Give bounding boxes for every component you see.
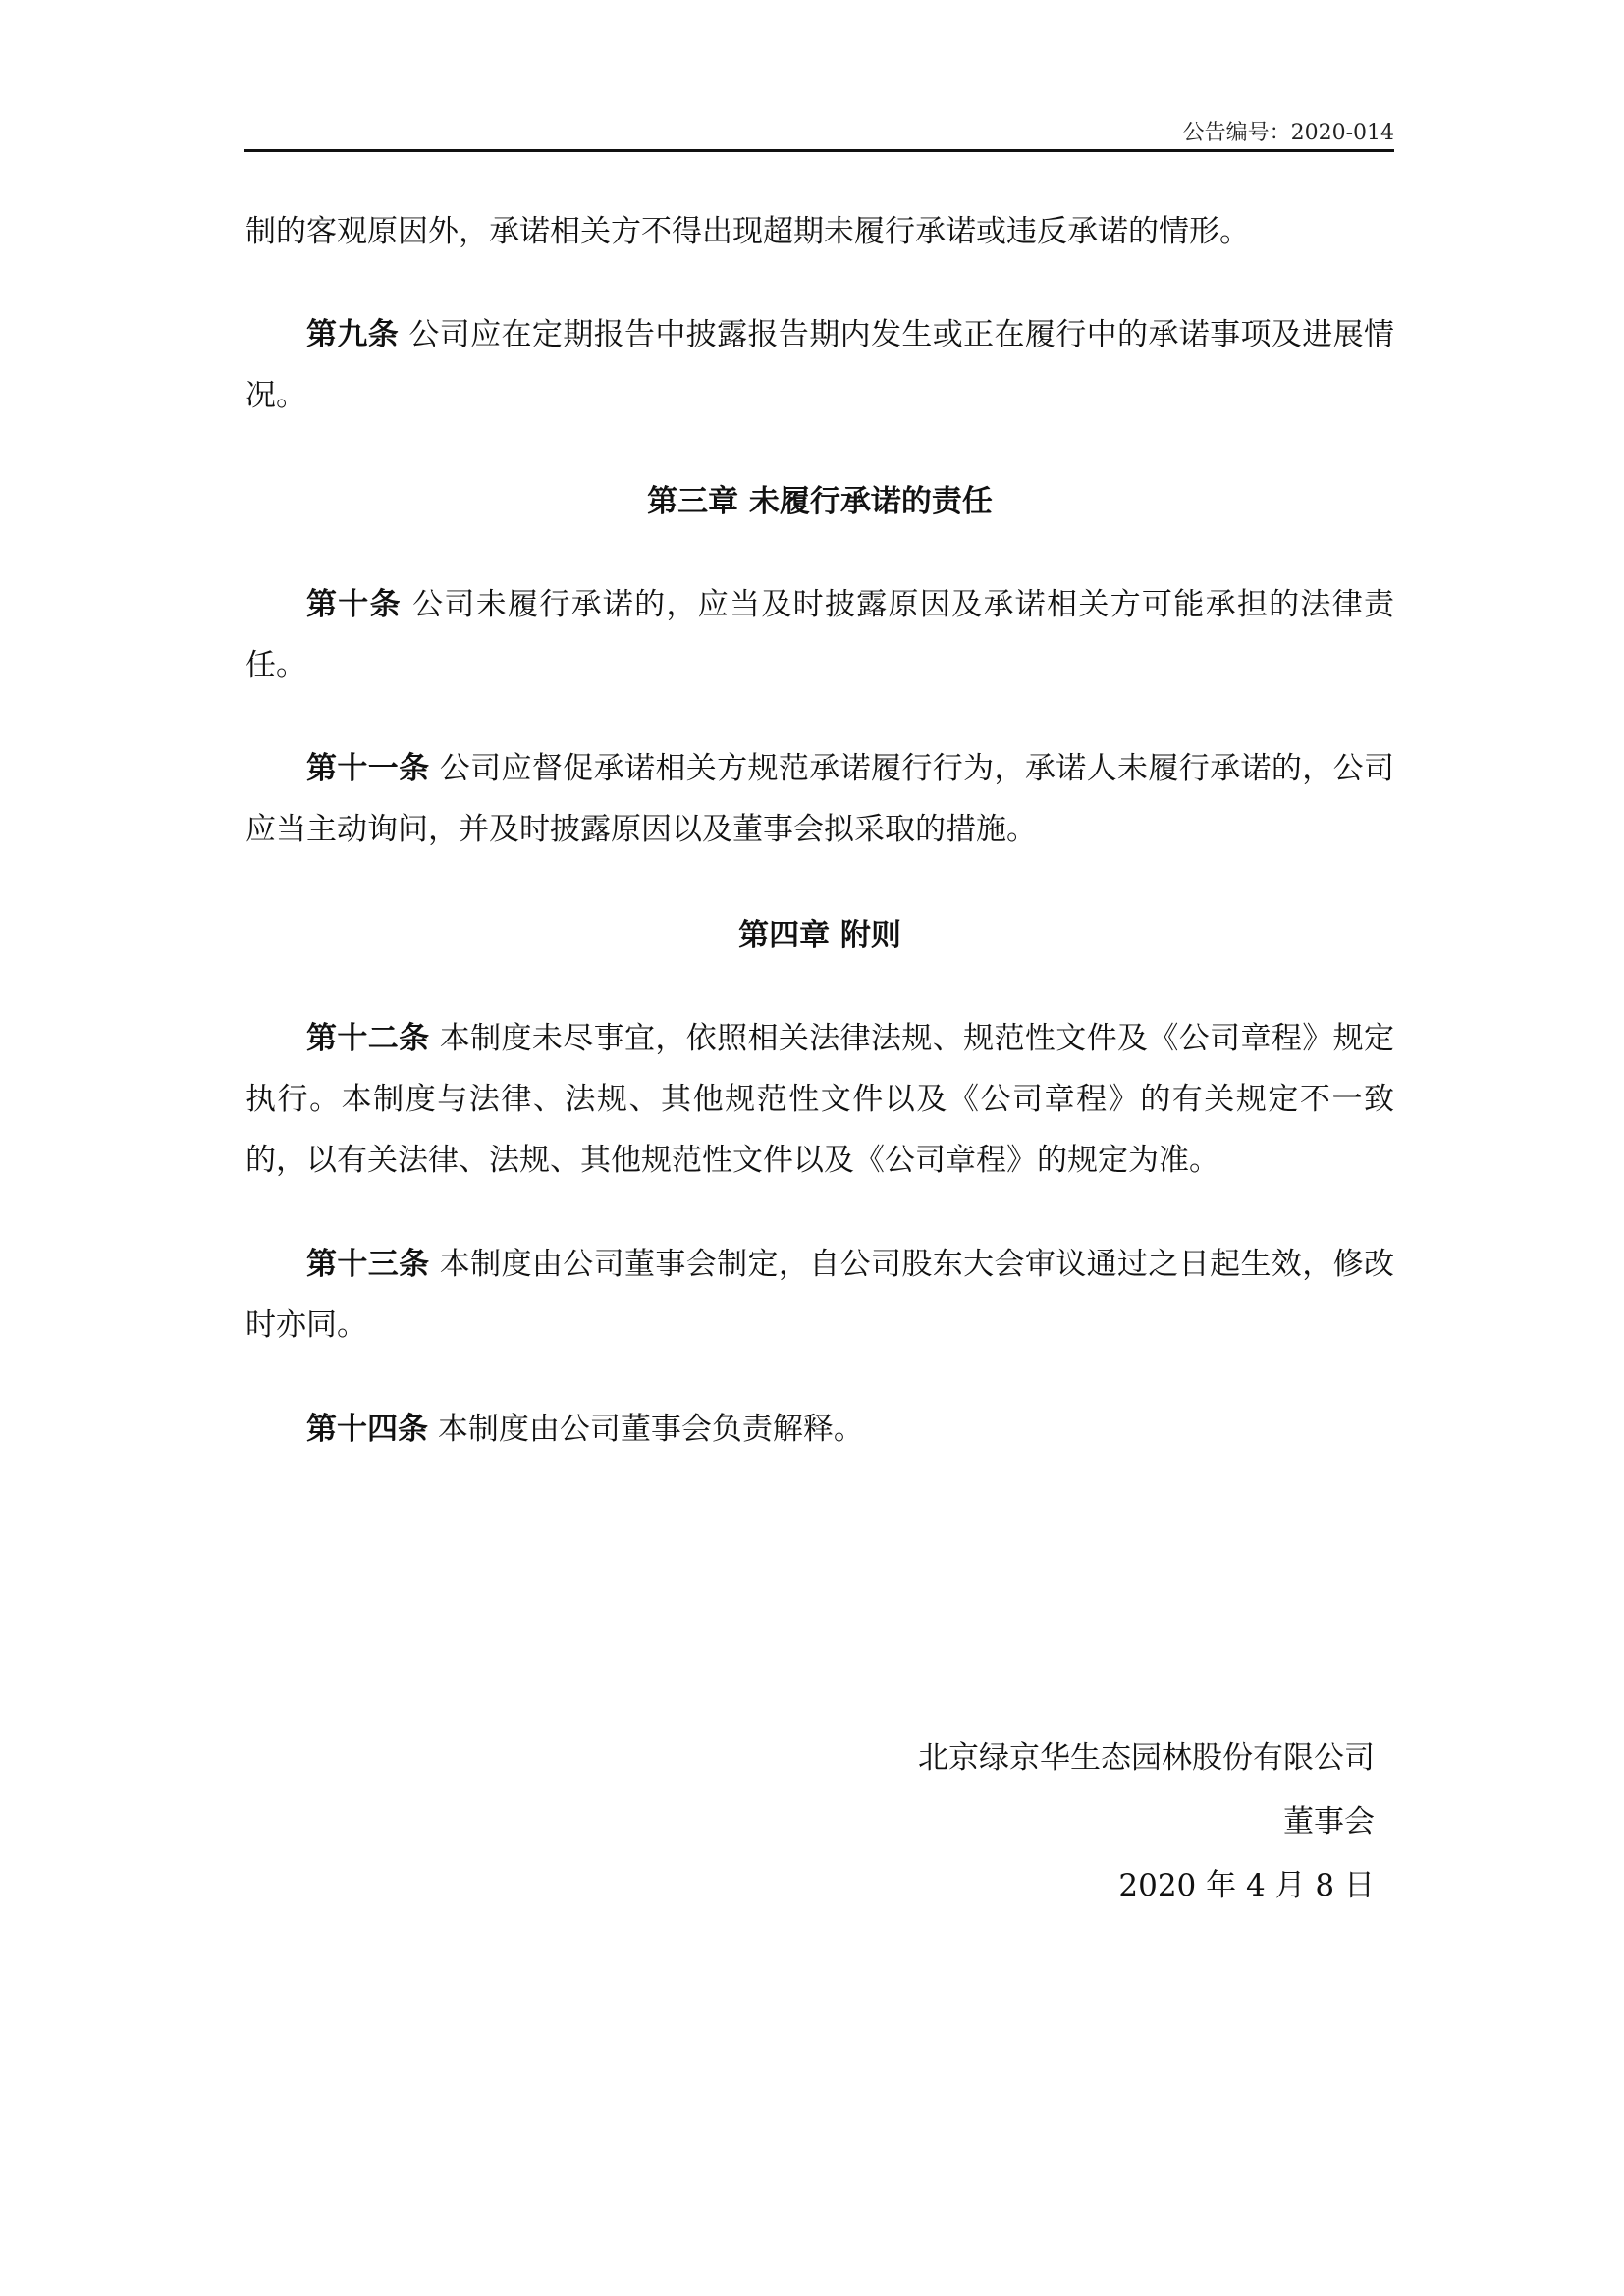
article-text: 公司应督促承诺相关方规范承诺履行行为，承诺人未履行承诺的，公司应当主动询问，并及时披露原因以及董事会拟采取的措施。	[245, 751, 1395, 847]
article-11	[245, 738, 1394, 860]
header-divider	[244, 149, 1394, 152]
article-text: 公司应在定期报告中披露报告期内发生或正在履行中的承诺事项及进展情况。	[245, 317, 1395, 413]
article-text: 本制度未尽事宜，依照相关法律法规、规范性文件及《公司章程》规定执行。本制度与法律、法规、其他规范性文件以及《公司章程》的有关规定不一致的，以有关法律、法规、其他规范性文件以及《公司章程》的规定为准。	[245, 1021, 1395, 1178]
article-13	[245, 1234, 1394, 1356]
article-text: 公司未履行承诺的，应当及时披露原因及承诺相关方可能承担的法律责任。	[245, 587, 1395, 683]
signature-company: 北京绿京华生态园林股份有限公司	[918, 1740, 1375, 1776]
article-text: 本制度由公司董事会制定，自公司股东大会审议通过之日起生效，修改时亦同。	[245, 1247, 1395, 1343]
article-10	[245, 574, 1394, 696]
paragraph-text: 制的客观原因外，承诺相关方不得出现超期未履行承诺或违反承诺的情形。	[245, 214, 1250, 249]
article-label: 第十一条	[306, 751, 430, 786]
article-label: 第九条	[306, 317, 400, 352]
article-label: 第十条	[306, 587, 402, 622]
article-text: 本制度由公司董事会负责解释。	[437, 1412, 864, 1447]
signature-board: 董事会	[1283, 1804, 1375, 1840]
chapter-heading-3: 第三章 未履行承诺的责任	[647, 484, 993, 519]
article-label: 第十三条	[306, 1247, 430, 1282]
article-12	[245, 1008, 1394, 1191]
chapter-heading-4: 第四章 附则	[738, 918, 901, 953]
article-9	[245, 304, 1394, 426]
signature-date: 2020 年 4 月 8 日	[1118, 1868, 1375, 1903]
article-label: 第十四条	[306, 1412, 428, 1447]
paragraph-continuation	[245, 201, 1394, 262]
article-label: 第十二条	[306, 1021, 430, 1056]
article-14	[245, 1399, 1394, 1460]
document-number: 公告编号：2020-014	[1182, 121, 1394, 145]
